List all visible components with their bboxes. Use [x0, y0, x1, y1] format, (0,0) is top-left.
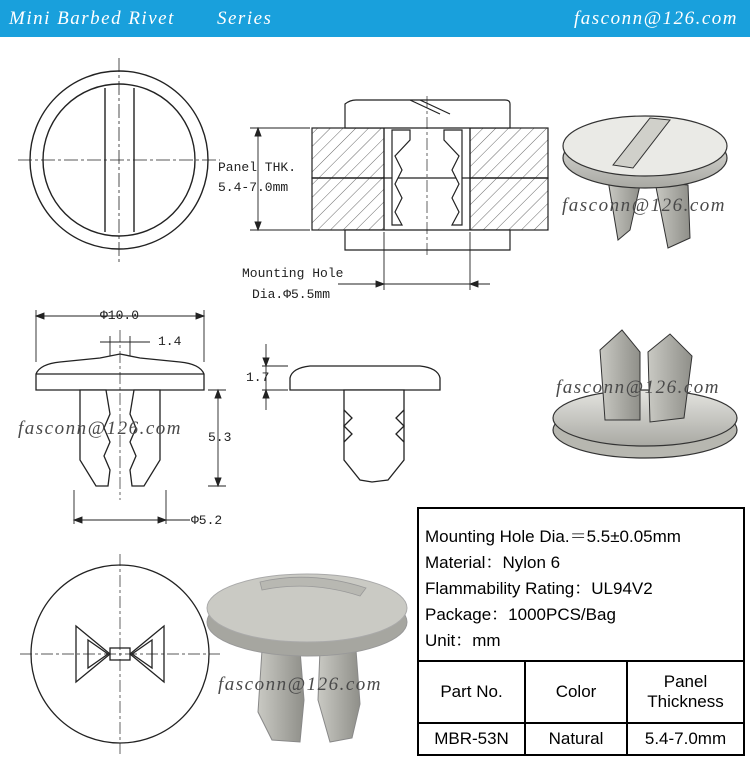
header-color: Color: [525, 661, 627, 723]
slot-width-label: 1.4: [158, 334, 182, 349]
mounting-hole-label: Mounting Hole: [242, 266, 344, 281]
spec-material: Material：Nylon 6: [425, 553, 561, 572]
panel-thickness-value: 5.4-7.0mm: [218, 180, 289, 195]
head-top-view: [18, 58, 220, 262]
rivet-side-view: [36, 330, 204, 500]
shank-length-label: 5.3: [208, 430, 232, 445]
watermark-left: fasconn@126.com: [18, 418, 182, 439]
rivet-section-view: [290, 366, 440, 482]
table-header-row: [418, 661, 744, 723]
header-panel-thickness: Panel Thickness: [627, 661, 744, 723]
watermark-top-right: fasconn@126.com: [562, 195, 726, 216]
mounting-hole-value: Dia.Φ5.5mm: [252, 287, 331, 302]
header-part-no: Part No.: [418, 661, 525, 723]
leg-diameter-label: Φ5.2: [191, 513, 223, 528]
rivet-bottom-view: [20, 554, 220, 754]
rivet-3d-photo-view: [207, 574, 407, 742]
panel-thickness-dim: [250, 128, 310, 230]
spec-flammability: Flammability Rating：UL94V2: [425, 579, 653, 598]
spec-mounting-hole: Mounting Hole Dia.＝5.5±0.05mm: [425, 527, 681, 546]
rivet-3d-head-view: [563, 116, 727, 248]
cell-color: Natural: [525, 723, 627, 755]
product-title: Mini Barbed Rivet: [9, 8, 175, 29]
head-height-label: 1.7: [246, 370, 270, 385]
cell-thickness: 5.4-7.0mm: [627, 723, 744, 755]
table-row: [418, 723, 744, 755]
installed-section-view: [312, 96, 548, 258]
parts-table: [417, 660, 745, 756]
product-series: Series: [217, 8, 273, 29]
watermark-bottom: fasconn@126.com: [218, 674, 382, 695]
panel-thickness-label: Panel THK.: [218, 160, 297, 175]
cell-part-no: MBR-53N: [418, 723, 525, 755]
head-diameter-label: Φ10.0: [100, 308, 140, 323]
spec-unit: Unit：mm: [425, 631, 501, 650]
watermark-mid-right: fasconn@126.com: [556, 377, 720, 398]
contact-email: fasconn@126.com: [574, 8, 738, 29]
spec-package: Package：1000PCS/Bag: [425, 605, 616, 624]
